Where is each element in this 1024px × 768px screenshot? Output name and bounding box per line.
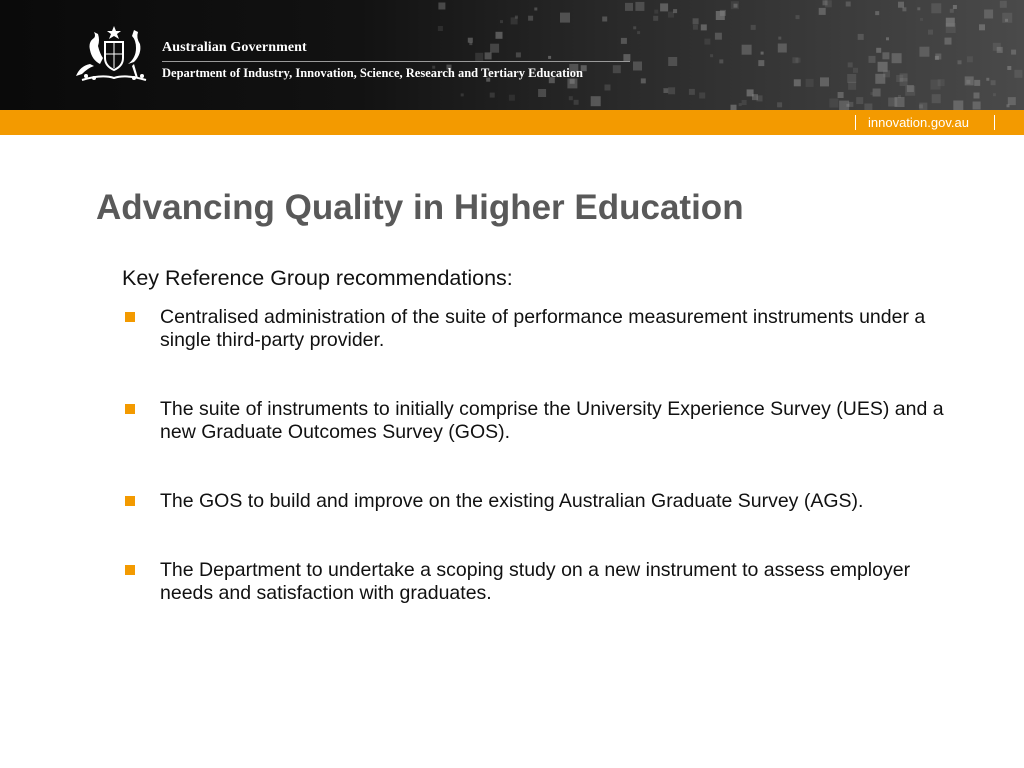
pattern-square	[856, 97, 863, 104]
pattern-square	[475, 53, 483, 61]
pattern-square	[838, 92, 844, 98]
coat-of-arms-icon	[72, 24, 156, 86]
bullet-list	[122, 306, 962, 651]
pattern-square	[919, 103, 927, 110]
pattern-square	[900, 78, 908, 86]
pattern-square	[751, 25, 756, 30]
pattern-square	[853, 68, 858, 73]
pattern-square	[633, 26, 636, 29]
pattern-square	[777, 102, 782, 107]
pattern-square	[719, 59, 723, 63]
bullet-text: The GOS to build and improve on the existing Australian Graduate Survey (AGS).	[160, 490, 864, 512]
url-separator-left	[855, 115, 856, 130]
pattern-square	[796, 15, 800, 19]
pattern-square	[641, 78, 646, 83]
pattern-square	[848, 82, 856, 90]
pattern-square	[986, 78, 989, 81]
pattern-square	[846, 2, 851, 7]
pattern-square	[973, 102, 981, 110]
pattern-square	[605, 85, 611, 91]
pattern-square	[882, 52, 889, 59]
pattern-square	[468, 38, 473, 43]
pattern-square	[715, 33, 722, 40]
pattern-square	[716, 11, 725, 20]
slide-title: Advancing Quality in Higher Education	[96, 188, 744, 227]
pattern-square	[699, 93, 705, 99]
pattern-square	[946, 23, 956, 33]
pattern-square	[664, 89, 668, 93]
pattern-square	[637, 31, 640, 34]
pattern-square	[461, 93, 464, 96]
pattern-square	[778, 44, 787, 53]
pattern-square	[958, 60, 962, 64]
bullet-text: Centralised administration of the suite of performance measurement instruments under a single third-party provider.	[160, 306, 926, 351]
pattern-square	[633, 62, 642, 71]
pattern-square	[490, 44, 499, 53]
pattern-square	[974, 80, 980, 86]
pattern-square	[819, 8, 826, 15]
pattern-square	[731, 1, 739, 9]
pattern-square	[888, 98, 897, 107]
pattern-square	[931, 3, 941, 13]
pattern-square	[1007, 66, 1011, 70]
bullet-text: The suite of instruments to initially comprise the University Experience Survey (UES) and a new Graduate Outcomes Survey (GOS).	[160, 398, 944, 443]
pattern-square	[953, 101, 963, 111]
orange-square-bullet-icon	[125, 312, 135, 322]
pattern-square	[538, 89, 546, 97]
pattern-square	[693, 18, 699, 24]
pattern-square	[883, 70, 890, 77]
pattern-square	[846, 104, 849, 107]
website-link[interactable]: innovation.gov.au	[868, 115, 969, 130]
pattern-square	[560, 13, 570, 23]
pattern-square	[534, 8, 537, 11]
pattern-square	[869, 56, 876, 63]
government-name: Australian Government	[162, 40, 307, 55]
pattern-square	[847, 74, 856, 83]
pattern-square	[953, 5, 957, 9]
pattern-square	[1014, 70, 1022, 78]
pattern-square	[919, 47, 929, 57]
bullet-item	[122, 306, 962, 352]
pattern-square	[829, 99, 838, 108]
pattern-square	[742, 100, 747, 105]
header-divider	[162, 61, 630, 62]
bullet-text: The Department to undertake a scoping study on a new instrument to assess employer needs and satisfaction with graduates.	[160, 559, 911, 604]
pattern-square	[984, 10, 993, 19]
pattern-square	[967, 56, 973, 62]
pattern-square	[778, 37, 781, 40]
pattern-square	[875, 11, 879, 15]
pattern-square	[876, 48, 881, 53]
pattern-square	[500, 20, 503, 23]
pattern-square	[653, 16, 658, 21]
pattern-square	[917, 7, 920, 10]
pattern-square	[905, 86, 915, 96]
pattern-square	[886, 37, 889, 40]
pattern-square	[509, 95, 515, 101]
pattern-square	[806, 79, 814, 87]
bullet-item	[122, 490, 962, 513]
pattern-square	[993, 93, 996, 96]
pattern-square	[621, 38, 627, 44]
pattern-square	[758, 60, 764, 66]
pattern-square	[438, 26, 443, 31]
pattern-square	[932, 94, 941, 103]
pattern-square	[591, 96, 601, 106]
pattern-square	[873, 89, 881, 97]
pattern-square	[858, 34, 864, 40]
pattern-square	[496, 32, 503, 39]
pattern-square	[673, 9, 677, 13]
pattern-square	[574, 100, 579, 105]
bullet-item	[122, 559, 962, 605]
pattern-square	[935, 56, 939, 60]
pattern-square	[490, 93, 495, 98]
pattern-square	[742, 45, 752, 55]
pattern-square	[528, 16, 533, 21]
pattern-square	[739, 103, 742, 106]
pattern-square	[569, 96, 573, 100]
pattern-square	[602, 17, 607, 22]
pattern-square	[1000, 1, 1007, 8]
pattern-square	[974, 93, 980, 99]
pattern-square	[991, 80, 996, 85]
pattern-square	[761, 52, 764, 55]
orange-square-bullet-icon	[125, 496, 135, 506]
pattern-square	[1008, 97, 1016, 105]
pattern-square	[823, 0, 828, 5]
pattern-square	[892, 53, 902, 63]
department-name: Department of Industry, Innovation, Science, Research and Tertiary Education	[162, 66, 583, 80]
pattern-square	[469, 42, 472, 45]
pattern-square	[848, 62, 853, 67]
pattern-square	[625, 3, 633, 11]
pattern-square	[701, 24, 707, 30]
pattern-square	[1005, 19, 1008, 22]
pattern-square	[516, 52, 521, 57]
pattern-square	[693, 25, 698, 30]
pattern-square	[515, 16, 518, 19]
pattern-square	[668, 87, 675, 94]
pattern-square	[794, 79, 801, 86]
pattern-square	[438, 3, 445, 10]
pattern-square	[1011, 50, 1016, 55]
pattern-square	[548, 56, 551, 59]
pattern-square	[635, 2, 644, 11]
pattern-square	[979, 24, 985, 30]
orange-square-bullet-icon	[125, 565, 135, 575]
pattern-square	[689, 89, 695, 95]
pattern-square	[704, 39, 710, 45]
pattern-square	[752, 94, 758, 100]
slide-subtitle: Key Reference Group recommendations:	[122, 266, 513, 290]
pattern-square	[920, 18, 923, 21]
bullet-item	[122, 398, 962, 444]
pattern-square	[820, 77, 829, 86]
pattern-square	[898, 2, 904, 8]
pattern-square	[668, 57, 677, 66]
orange-square-bullet-icon	[125, 404, 135, 414]
pattern-square	[613, 65, 621, 73]
pattern-square	[660, 3, 668, 11]
orange-url-bar	[0, 110, 1024, 135]
pattern-square	[485, 52, 492, 59]
pattern-square	[654, 10, 658, 14]
pattern-square	[902, 7, 906, 11]
url-separator-right	[994, 115, 995, 130]
pattern-square	[796, 58, 801, 63]
header-banner	[0, 0, 1024, 110]
pattern-square	[945, 38, 952, 45]
pattern-square	[931, 80, 941, 90]
pattern-square	[966, 80, 970, 84]
pattern-square	[928, 30, 933, 35]
pattern-square	[997, 47, 1003, 53]
pattern-square	[950, 9, 954, 13]
pattern-square	[710, 54, 713, 57]
